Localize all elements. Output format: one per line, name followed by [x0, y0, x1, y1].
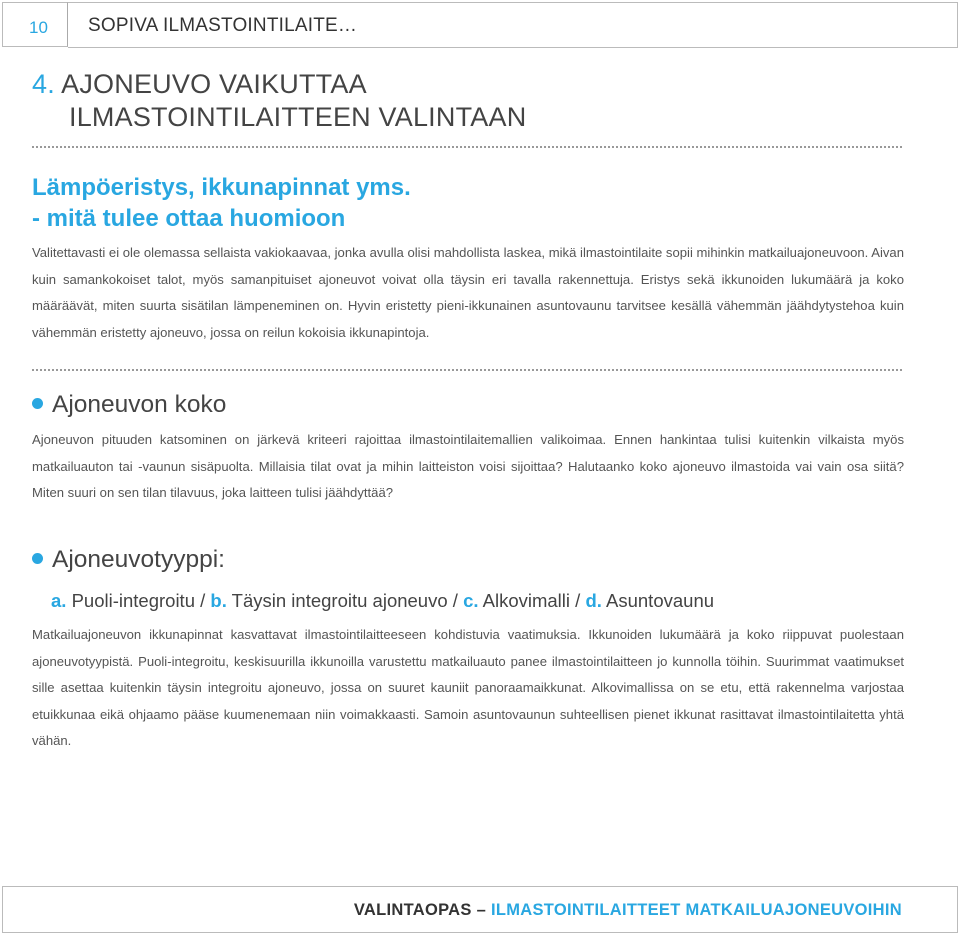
type-letter: d.	[585, 590, 602, 611]
footer-rule-right	[957, 886, 958, 932]
type-letter: a.	[51, 590, 67, 611]
chapter-title-line1: AJONEUVO VAIKUTTAA	[61, 69, 367, 99]
footer-rule-top	[2, 886, 958, 887]
page-number-box	[2, 2, 68, 47]
vehicle-type-list	[51, 590, 714, 612]
footer-rule-bottom	[2, 932, 958, 933]
intro-paragraph: Valitettavasti ei ole olemassa sellaista vakiokaavaa, jonka avulla olisi mahdollista laskea, mikä ilmastointilaite sopii mihinkin matkailuajoneuvoon. Aivan kuin samankokoiset talot, myös samanpituiset ajoneuvot voivat olla täysin eri tavalla rakennettuja. Eristys sekä ikkunoiden lukumäärä ja koko määräävät, miten suurta sisätilan lämpeneminen on. Hyvin eristetty pieni-ikkunainen asuntovaunu tarvitsee kesällä vähemmän jäähdytystehoa kuin vähemmän eristetty ajoneuvo, jossa on reilun kokoisia ikkunapintoja.	[32, 245, 904, 340]
intro-heading-line1: Lämpöeristys, ikkunapinnat yms.	[32, 174, 411, 201]
page-header	[0, 0, 960, 49]
type-label: Täysin integroitu ajoneuvo /	[231, 590, 458, 611]
bullet-icon	[32, 553, 43, 564]
type-label: Asuntovaunu	[606, 590, 715, 611]
section-heading-type-text: Ajoneuvotyyppi:	[52, 546, 225, 573]
chapter-number: 4.	[32, 69, 55, 99]
section-heading-size-text: Ajoneuvon koko	[52, 391, 227, 418]
section-heading-type	[32, 546, 225, 574]
dotted-divider	[32, 146, 902, 148]
chapter-title	[32, 68, 526, 134]
size-paragraph: Ajoneuvon pituuden katsominen on järkevä kriteeri rajoittaa ilmastointilaitemallien valikoimaa. Ennen hankintaa tulisi kuitenkin vilkaista myös matkailuauton tai -vaunun sisäpuolta. Millaisia tilat ovat ja mihin laitteiston voisi sijoittaa? Halutaanko koko ajoneuvo ilmastoida vai vain osa siitä? Miten suuri on sen tilan tilavuus, joka laitteen tulisi jäähdyttää?	[32, 432, 904, 500]
running-title: SOPIVA ILMASTOINTILAITE…	[88, 15, 358, 36]
footer-guide-label: VALINTAOPAS –	[353, 901, 487, 919]
page-footer	[354, 901, 902, 920]
intro-heading-line2: - mitä tulee ottaa huomioon	[32, 205, 346, 232]
type-label: Puoli-integroitu /	[71, 590, 206, 611]
type-paragraph: Matkailuajoneuvon ikkunapinnat kasvattavat ilmastointilaitteeseen kohdistuvia vaatimuksia. Ikkunoiden lukumäärä ja koko riippuvat puolestaan ajoneuvotyypistä. Puoli-integroitu, keskisuurilla ikkunoilla varustettu matkailuauto panee ilmastointilaitteen jo kunnolla töihin. Suurimmat vaatimukset sille asettaa kuitenkin täysin integroitu ajoneuvo, jossa on suuret kauniit panoraamaikkunat. Alkovimallissa on se etu, että rakennelma varjostaa etuikkunaa eikä ohjaamo pääse kuumenemaan niin voimakkaasti. Samoin asuntovaunun suhteellisen pienet ikkunat rasittavat ilmastointilaitetta yhtä vähän.	[32, 627, 904, 748]
header-rule-top	[68, 2, 958, 3]
type-letter: b.	[210, 590, 227, 611]
footer-topic-label: ILMASTOINTILAITTEET MATKAILUAJONEUVOIHIN	[490, 901, 902, 919]
intro-heading	[32, 172, 411, 234]
header-rule-right	[957, 2, 958, 47]
header-rule-bottom	[68, 47, 958, 48]
footer-rule-left	[2, 886, 3, 932]
page-number: 10	[29, 18, 48, 37]
type-letter: c.	[463, 590, 479, 611]
chapter-title-line2: ILMASTOINTILAITTEEN VALINTAAN	[69, 102, 527, 132]
bullet-icon	[32, 398, 43, 409]
dotted-divider	[32, 369, 902, 371]
section-heading-size	[32, 391, 226, 419]
type-label: Alkovimalli /	[482, 590, 581, 611]
